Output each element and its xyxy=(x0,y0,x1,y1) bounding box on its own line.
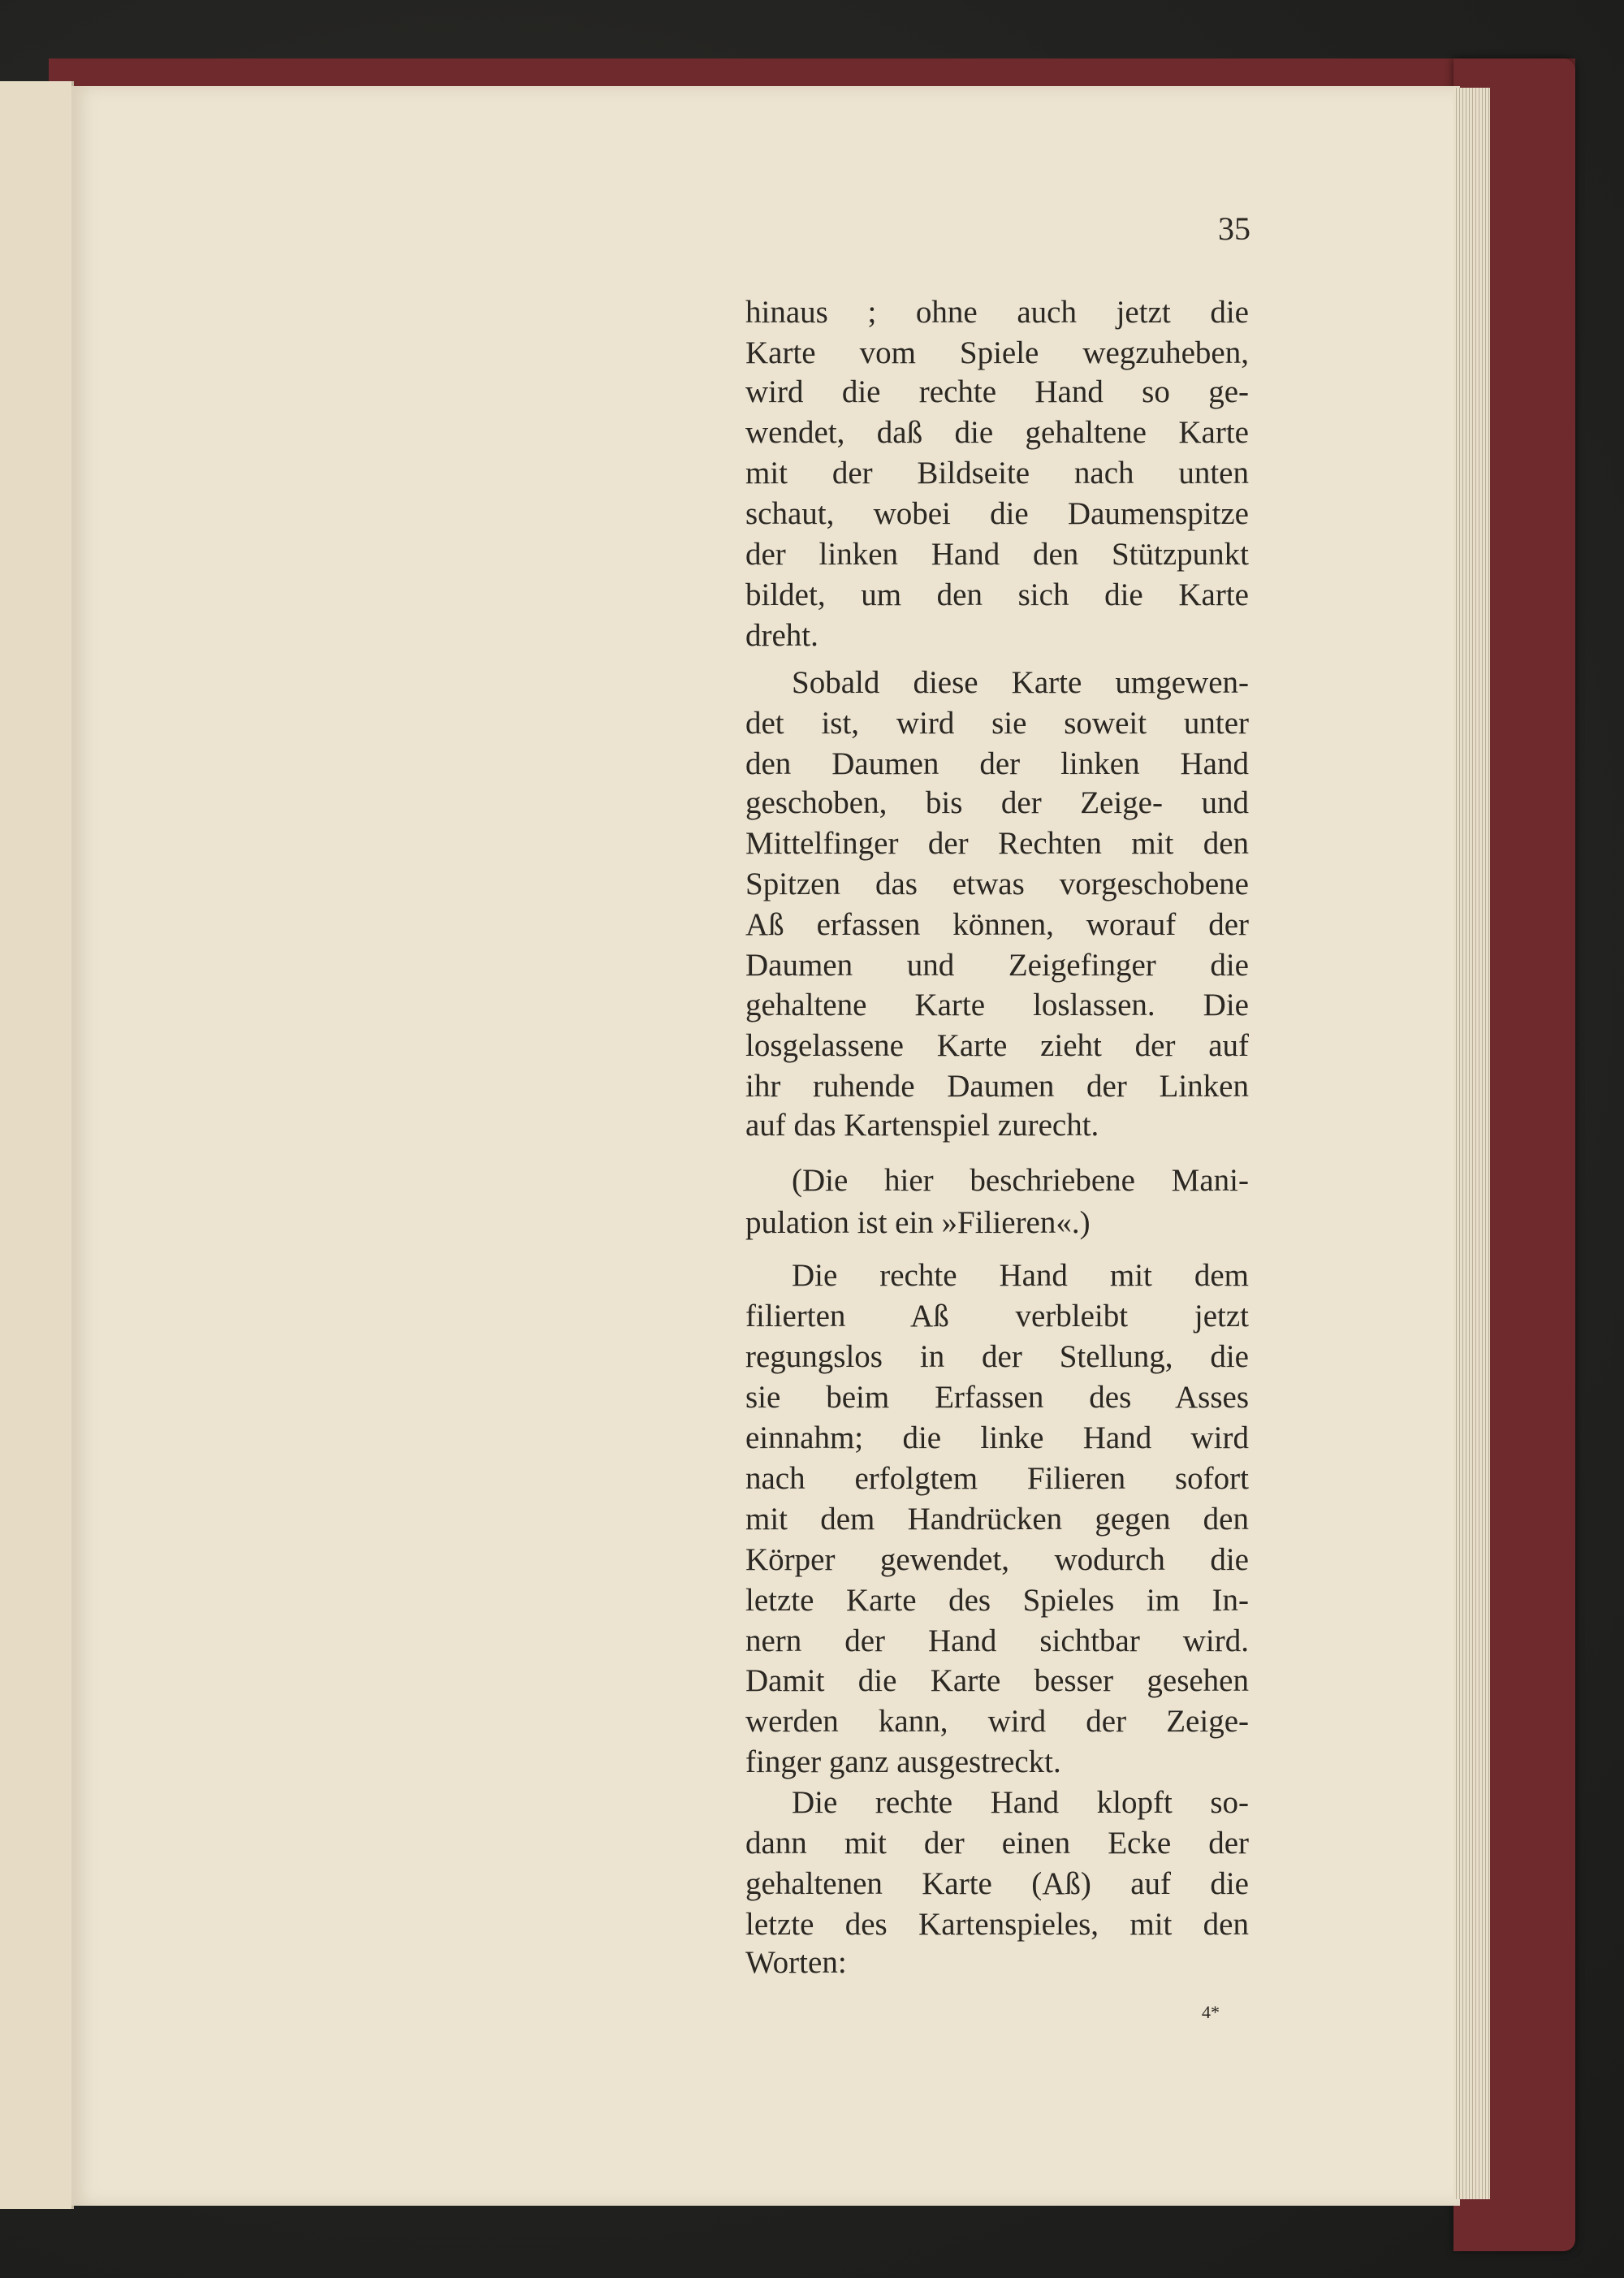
page-number: 35 xyxy=(1218,210,1250,247)
text-line: werden kann, wird der Zeige- xyxy=(745,1704,1249,1739)
text-line: det ist, wird sie soweit unter xyxy=(745,706,1249,741)
text-line: nern der Hand sichtbar wird. xyxy=(745,1623,1249,1658)
signature-mark: 4* xyxy=(1202,2002,1220,2022)
text-line: hinaus ; ohne auch jetzt die xyxy=(745,295,1249,330)
text-line: (Die hier beschriebene Mani- xyxy=(792,1163,1249,1198)
text-line: filierten Aß verbleibt jetzt xyxy=(745,1299,1249,1334)
text-line: letzte Karte des Spieles im In- xyxy=(745,1583,1249,1618)
page-edges xyxy=(1453,88,1490,2199)
text-line: schaut, wobei die Daumenspitze xyxy=(745,496,1249,531)
text-line: pulation ist ein »Filieren«.) xyxy=(745,1205,1091,1240)
text-line: gehaltenen Karte (Aß) auf die xyxy=(745,1866,1249,1901)
text-line: Sobald diese Karte umgewen- xyxy=(792,665,1249,700)
text-line: mit dem Handrücken gegen den xyxy=(745,1502,1249,1537)
text-line: Karte vom Spiele wegzuheben, xyxy=(745,335,1249,370)
text-line: den Daumen der linken Hand xyxy=(745,746,1249,781)
text-line: wird die rechte Hand so ge- xyxy=(745,374,1249,409)
text-line: bildet, um den sich die Karte xyxy=(745,577,1249,612)
text-line: Damit die Karte besser gesehen xyxy=(745,1663,1249,1698)
text-line: mit der Bildseite nach unten xyxy=(745,456,1249,491)
text-line: Worten: xyxy=(745,1945,847,1980)
text-line: Mittelfinger der Rechten mit den xyxy=(745,826,1249,861)
text-line: Aß erfassen können, worauf der xyxy=(745,907,1249,942)
text-line: einnahm; die linke Hand wird xyxy=(745,1420,1249,1455)
text-line: gehaltene Karte loslassen. Die xyxy=(745,988,1249,1022)
left-page-edge xyxy=(0,81,74,2209)
text-line: geschoben, bis der Zeige- und xyxy=(745,785,1249,820)
text-line: wendet, daß die gehaltene Karte xyxy=(745,415,1249,450)
text-line: ihr ruhende Daumen der Linken xyxy=(745,1069,1249,1104)
text-line: sie beim Erfassen des Asses xyxy=(745,1380,1249,1415)
text-line: nach erfolgtem Filieren sofort xyxy=(745,1461,1249,1496)
text-line: finger ganz ausgestreckt. xyxy=(745,1744,1061,1779)
text-line: Die rechte Hand klopft so- xyxy=(792,1785,1249,1820)
text-line: losgelassene Karte zieht der auf xyxy=(745,1028,1249,1063)
text-line: Körper gewendet, wodurch die xyxy=(745,1542,1249,1577)
text-line: auf das Kartenspiel zurecht. xyxy=(745,1108,1099,1143)
text-line: dann mit der einen Ecke der xyxy=(745,1826,1249,1861)
text-line: Die rechte Hand mit dem xyxy=(792,1258,1249,1293)
text-line: dreht. xyxy=(745,618,818,653)
text-line: der linken Hand den Stützpunkt xyxy=(745,537,1249,572)
text-line: Spitzen das etwas vorgeschobene xyxy=(745,867,1249,901)
text-line: Daumen und Zeigefinger die xyxy=(745,948,1249,983)
text-line: regungslos in der Stellung, die xyxy=(745,1339,1249,1374)
text-line: letzte des Kartenspieles, mit den xyxy=(745,1907,1249,1942)
